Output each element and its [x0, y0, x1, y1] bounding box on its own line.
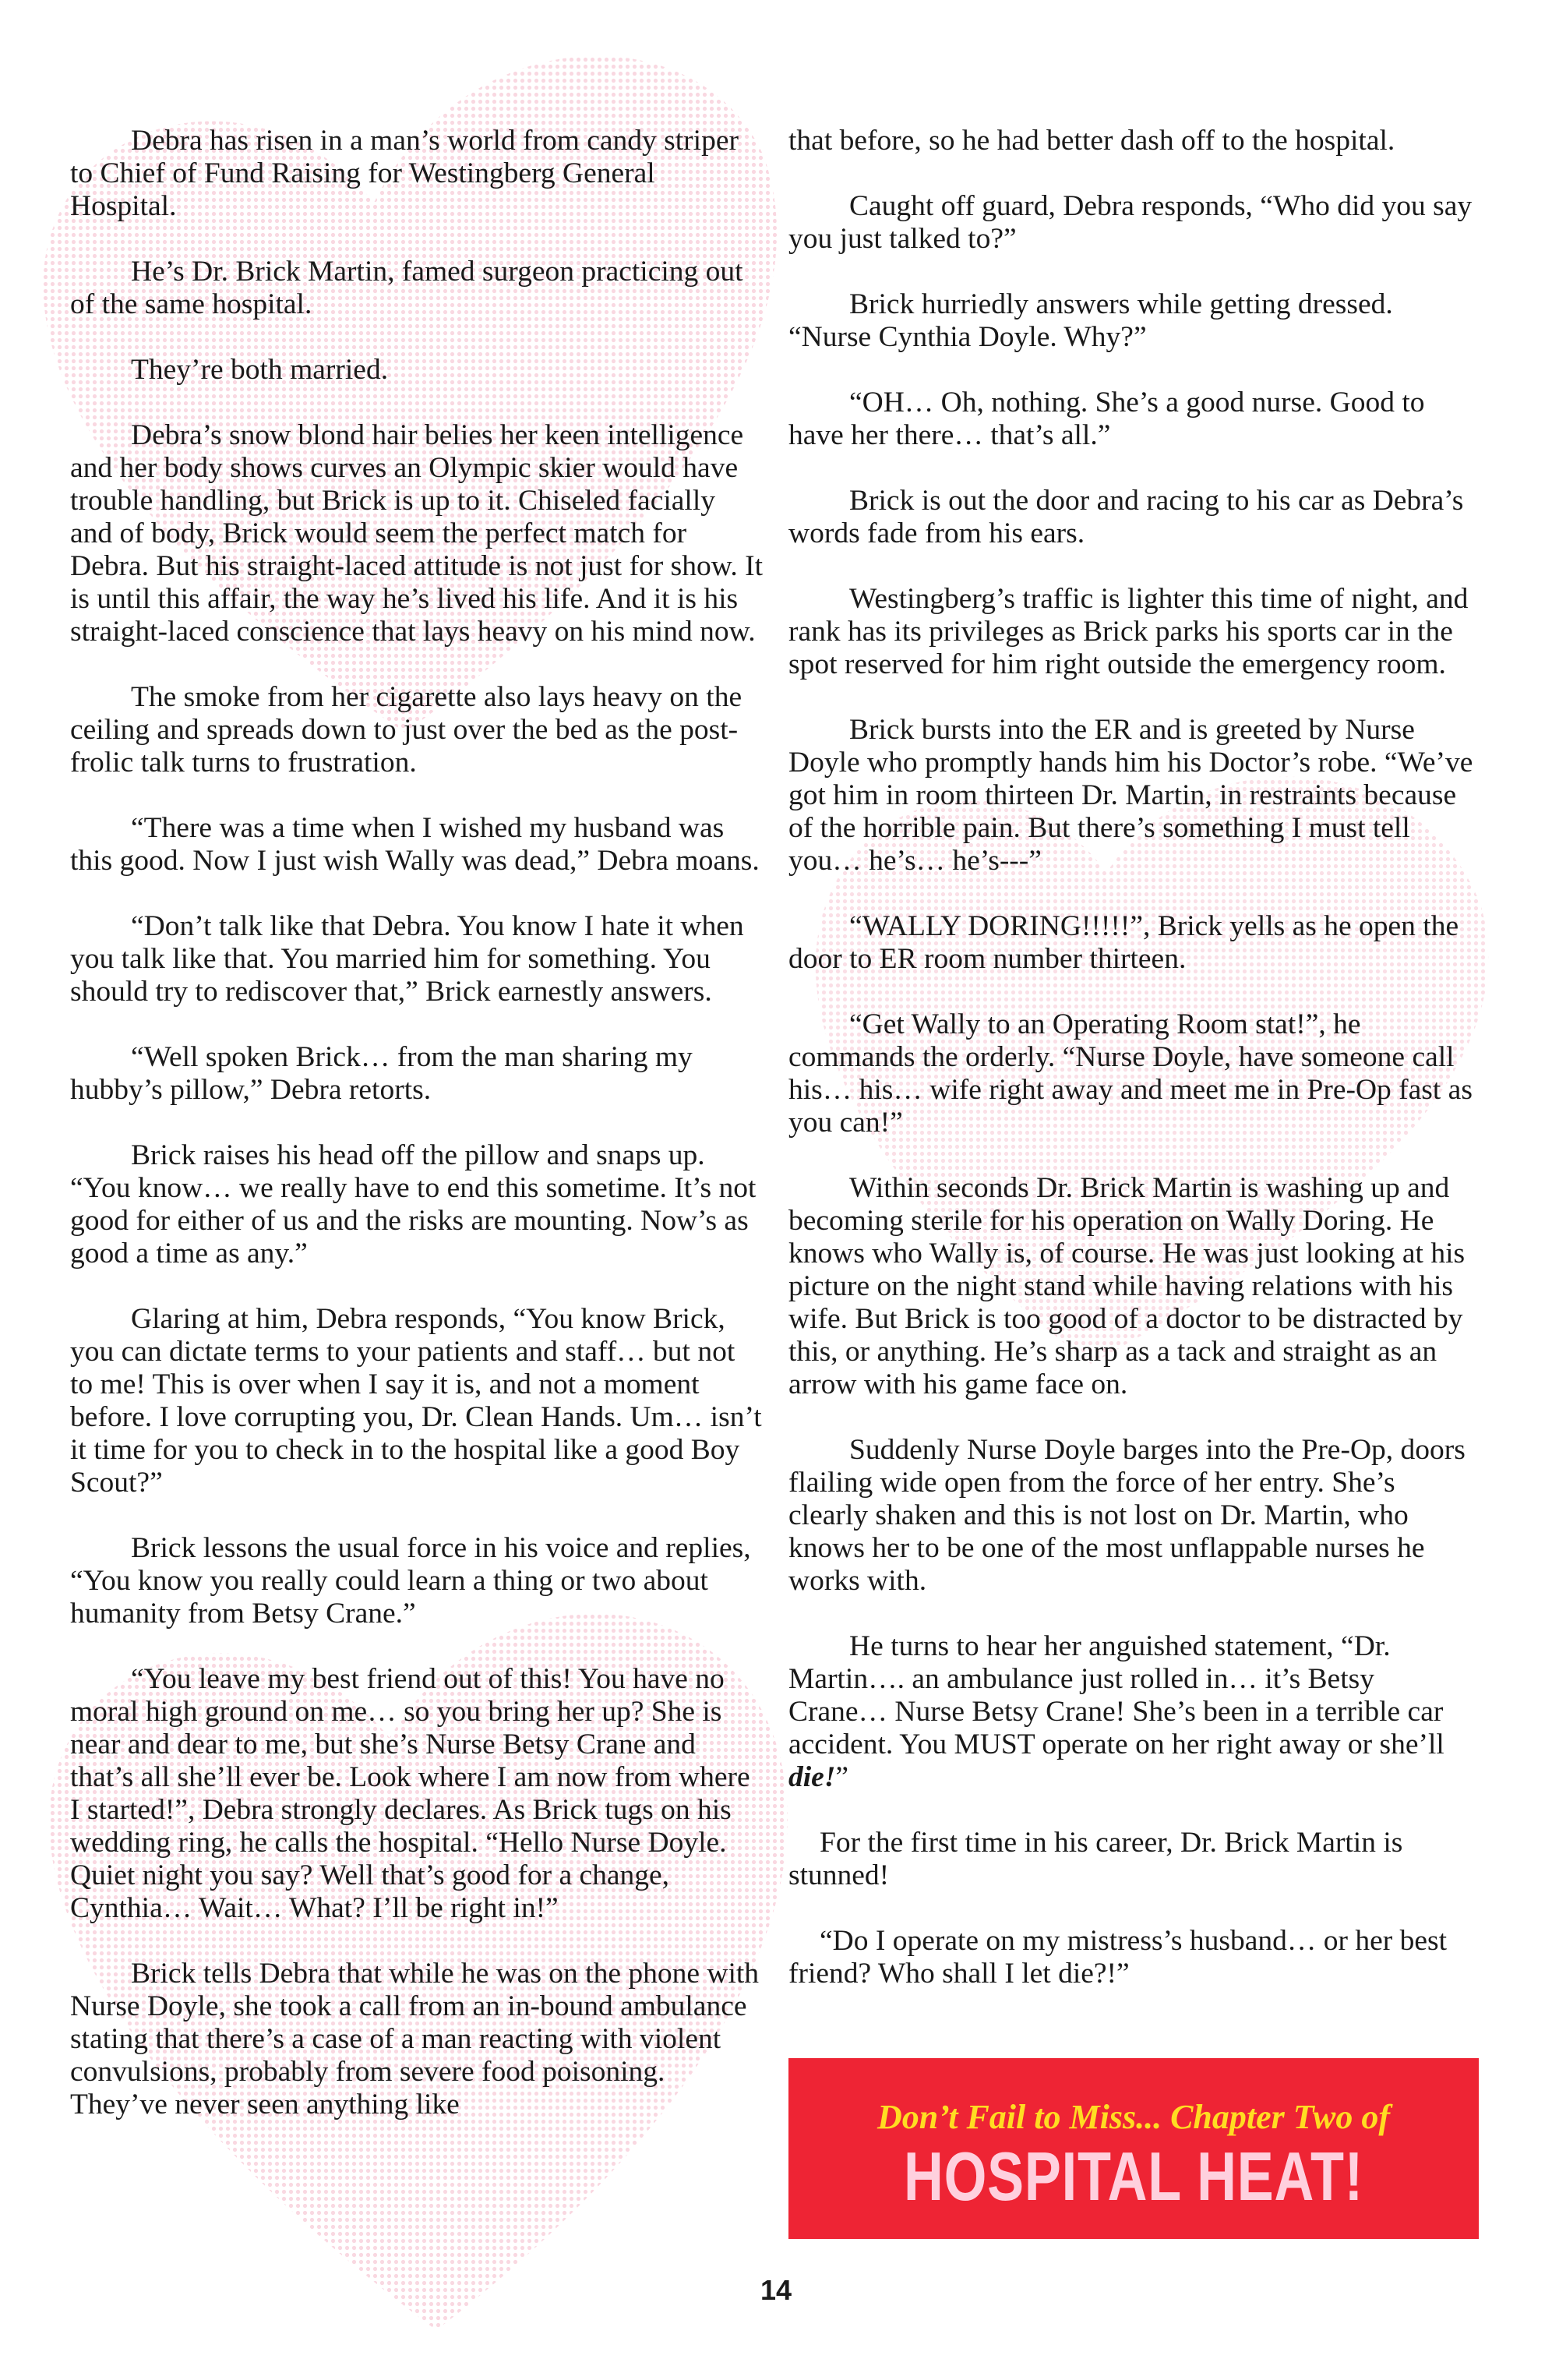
paragraph-text: He turns to hear her anguished statement, “Dr. Martin…. an ambulance just rolled in… it’s Betsy Crane… Nurse Betsy Crane! She’s been in a terrible car accident. You MUST operate on her right away or she’ll	[788, 1630, 1444, 1760]
paragraph: Brick raises his head off the pillow and snaps up. “You know… we really have to end this sometime. It’s not good for either of us and the risks are mounting. Now’s as good a time as any.”	[70, 1139, 757, 1269]
paragraph: Brick bursts into the ER and is greeted by Nurse Doyle who promptly hands him his Doctor’s robe. “We’ve got him in room thirteen Dr. Martin, in restraints because of the horrible pain. But there’s something I must tell you… he’s… he’s---”	[788, 714, 1473, 877]
paragraph: Brick hurriedly answers while getting dressed. “Nurse Cynthia Doyle. Why?”	[788, 288, 1393, 353]
paragraph: Glaring at him, Debra responds, “You know Brick, you can dictate terms to your patients and staff… but not to me! This is over when I say it is, and not a moment before. I love corrupting you, Dr. Clean Hands. Um… isn’t it time for you to check in to the hospital like a good Boy Scout?”	[70, 1303, 762, 1499]
paragraph: “OH… Oh, nothing. She’s a good nurse. Good to have her there… that’s all.”	[788, 387, 1425, 451]
paragraph: The smoke from her cigarette also lays heavy on the ceiling and spreads down to just over the bed as the post-frolic talk turns to frustration.	[70, 681, 742, 779]
paragraph: He’s Dr. Brick Martin, famed surgeon practicing out of the same hospital.	[70, 256, 743, 320]
paragraph: They’re both married.	[131, 354, 389, 386]
closing-quote: ”	[835, 1761, 849, 1793]
paragraph: Westingberg’s traffic is lighter this time of night, and rank has its privileges as Brick parks his sports car in the spot reserved for him right outside the emergency room.	[788, 583, 1469, 680]
paragraph: that before, so he had better dash off to the hospital.	[788, 125, 1395, 157]
promo-tagline: Don’t Fail to Miss... Chapter Two of	[877, 2098, 1391, 2136]
page-number: 14	[760, 2274, 792, 2306]
paragraph: Brick lessons the usual force in his voice and replies, “You know you really could learn a thing or two about humanity from Betsy Crane.”	[70, 1532, 751, 1630]
left-text-column	[70, 125, 764, 2154]
paragraph: “Get Wally to an Operating Room stat!”, he commands the orderly. “Nurse Doyle, have someone call his… his… wife right away and meet me in Pre-Op fast as you can!”	[788, 1008, 1473, 1139]
paragraph: Debra has risen in a man’s world from candy striper to Chief of Fund Raising for Westingberg General Hospital.	[70, 125, 739, 222]
emphasis-word: die!	[788, 1761, 836, 1793]
right-text-column	[788, 125, 1480, 2023]
paragraph: “Do I operate on my mistress’s husband… or her best friend? Who shall I let die?!”	[788, 1925, 1448, 1990]
paragraph: Brick is out the door and racing to his car as Debra’s words fade from his ears.	[788, 485, 1464, 549]
paragraph: For the first time in his career, Dr. Brick Martin is stunned!	[788, 1827, 1403, 1891]
paragraph: “Well spoken Brick… from the man sharing my hubby’s pillow,” Debra retorts.	[70, 1041, 693, 1106]
paragraph: “Don’t talk like that Debra. You know I hate it when you talk like that. You married him for something. You should try to rediscover that,” Brick earnestly answers.	[70, 910, 744, 1008]
paragraph: Suddenly Nurse Doyle barges into the Pre-Op, doors flailing wide open from the force of her entry. She’s clearly shaken and this is not lost on Dr. Martin, who knows her to be one of the most unflappable nurses he works with.	[788, 1434, 1466, 1597]
paragraph: Caught off guard, Debra responds, “Who did you say you just talked to?”	[788, 190, 1473, 255]
paragraph: “There was a time when I wished my husband was this good. Now I just wish Wally was dead,” Debra moans.	[70, 812, 760, 877]
paragraph: Brick tells Debra that while he was on the phone with Nurse Doyle, she took a call from an in-bound ambulance stating that there’s a case of a man reacting with violent convulsions, probably from severe food poisoning. They’ve never seen anything like	[70, 1958, 760, 2120]
promo-title: HOSPITAL HEAT!	[903, 2138, 1364, 2215]
paragraph: Within seconds Dr. Brick Martin is washing up and becoming sterile for his operation on Wally Doring. He knows who Wally is, of course. He was just looking at his picture on the night stand while having relations with his wife. But Brick is too good of a doctor to be distracted by this, or anything. He’s sharp as a tack and straight as an arrow with his game face on.	[788, 1172, 1466, 1400]
chapter-promo-box	[788, 2058, 1479, 2239]
paragraph: Debra’s snow blond hair belies her keen intelligence and her body shows curves an Olympic skier would have trouble handling, but Brick is up to it. Chiseled facially and of body, Brick would seem the perfect match for Debra. But his straight-laced attitude is not just for show. It is until this affair, the way he’s lived his life. And it is his straight-laced conscience that lays heavy on his mind now.	[70, 419, 764, 648]
paragraph: “WALLY DORING!!!!!”, Brick yells as he open the door to ER room number thirteen.	[788, 910, 1459, 975]
paragraph	[788, 1630, 1480, 1794]
paragraph: “You leave my best friend out of this! You have no moral high ground on me… so you bring her up? She is near and dear to me, but she’s Nurse Betsy Crane and that’s all she’ll ever be. Look where I am now from where I started!”, Debra strongly declares. As Brick tugs on his wedding ring, he calls the hospital. “Hello Nurse Doyle. Quiet night you say? Well that’s good for a change, Cynthia… Wait… What? I’ll be right in!”	[70, 1663, 750, 1924]
